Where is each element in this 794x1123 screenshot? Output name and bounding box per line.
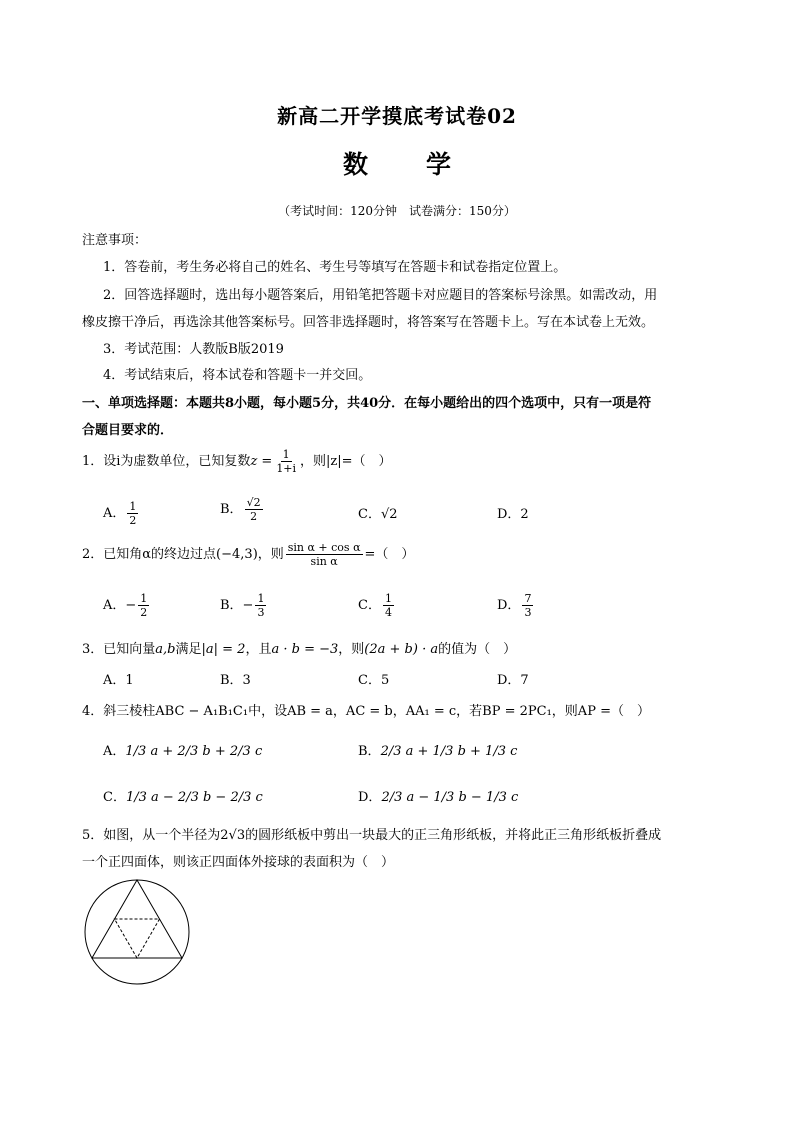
question-1 [82, 448, 714, 475]
q1-z: z = [250, 454, 273, 469]
q3-option-a[interactable]: A．1 [103, 673, 134, 688]
q1-option-d[interactable]: D．2 [497, 507, 529, 522]
q4-option-b[interactable]: B．2/3 a + 1/3 b + 1/3 c [358, 744, 518, 759]
exam-title: 新高二开学摸底考试卷02 [277, 104, 517, 128]
q1-option-a[interactable]: A． $\frac{1}{2}$ [103, 500, 137, 527]
q1-pre: 1．设i为虚数单位，已知复数 [82, 454, 251, 469]
figure-inner-triangle [115, 919, 160, 958]
q1-option-b[interactable]: B． $\frac{√2}{2}$ [220, 496, 261, 523]
q3-option-c[interactable]: C．5 [358, 673, 390, 688]
q4-option-d[interactable]: D．2/3 a − 1/3 b − 1/3 c [358, 790, 519, 805]
q3-option-d[interactable]: D．7 [497, 673, 529, 688]
exam-info: （考试时间：120分钟 试卷满分：150分） [278, 204, 516, 218]
note-item: 3．考试范围：人教版B版2019 [103, 342, 284, 357]
q3-vectors: a,b [155, 642, 176, 657]
q2-option-d[interactable]: D． $\frac{7}{3}$ [497, 592, 532, 619]
note-item: 橡皮擦干净后，再选涂其他答案标号。回答非选择题时，将答案写在答题卡上。写在本试卷上无效。 [82, 315, 655, 330]
q2-option-a[interactable]: A．− $\frac{1}{2}$ [103, 592, 148, 619]
note-item: 2．回答选择题时，选出每小题答案后，用铅笔把答题卡对应题目的答案标号涂黑。如需改动，用 [103, 288, 658, 303]
note-item: 4．考试结束后，将本试卷和答题卡一并交回。 [103, 368, 372, 383]
figure-circle [85, 880, 189, 984]
q1-fraction: $\frac{1}{1+i}$ [276, 448, 297, 475]
question-2: 2．已知角α的终边过点(−4,3)，则 $\frac{\text{sin α + cos α}}{\text{sin α}}$ =（ ） [82, 541, 415, 568]
note-item: 1．答卷前，考生务必将自己的姓名、考生号等填写在答题卡和试卷指定位置上。 [103, 260, 567, 275]
question-5-line1: 5．如图，从一个半径为2√3的圆形纸板中剪出一块最大的正三角形纸板，并将此正三角形纸板折叠成 [82, 828, 662, 843]
q4-option-a[interactable]: A．1/3 a + 2/3 b + 2/3 c [103, 744, 263, 759]
q4-option-c[interactable]: C．1/3 a − 2/3 b − 2/3 c [103, 790, 263, 805]
q3-option-b[interactable]: B．3 [220, 673, 251, 688]
question-3: 3．已知向量a,b满足|a| = 2，且a · b = −3，则(2a + b) · a的值为（ ） [82, 642, 517, 657]
subject-title: 数学 [342, 150, 509, 179]
q1-option-c[interactable]: C．√2 [358, 507, 398, 522]
q2-fraction: $\frac{\text{sin α + cos α}}{\text{sin α}}$ [287, 541, 361, 568]
section-heading: 一、单项选择题：本题共8小题，每小题5分，共40分．在每小题给出的四个选项中，只有一项是符 [82, 396, 652, 411]
q1-post: ，则|z|=（ ） [300, 454, 392, 469]
section-heading: 合题目要求的． [82, 423, 174, 438]
q2-option-b[interactable]: B．− $\frac{1}{3}$ [220, 592, 265, 619]
question-4: 4．斜三棱柱ABC − A₁B₁C₁中，设AB = a，AC = b，AA₁ = c，若BP = 2PC₁，则AP =（ ） [82, 704, 650, 719]
circle-triangle-figure [82, 877, 192, 987]
notes-heading: 注意事项： [82, 233, 148, 248]
q2-option-c[interactable]: C． $\frac{1}{4}$ [358, 592, 392, 619]
question-5-line2: 一个正四面体，则该正四面体外接球的表面积为（ ） [82, 855, 395, 870]
